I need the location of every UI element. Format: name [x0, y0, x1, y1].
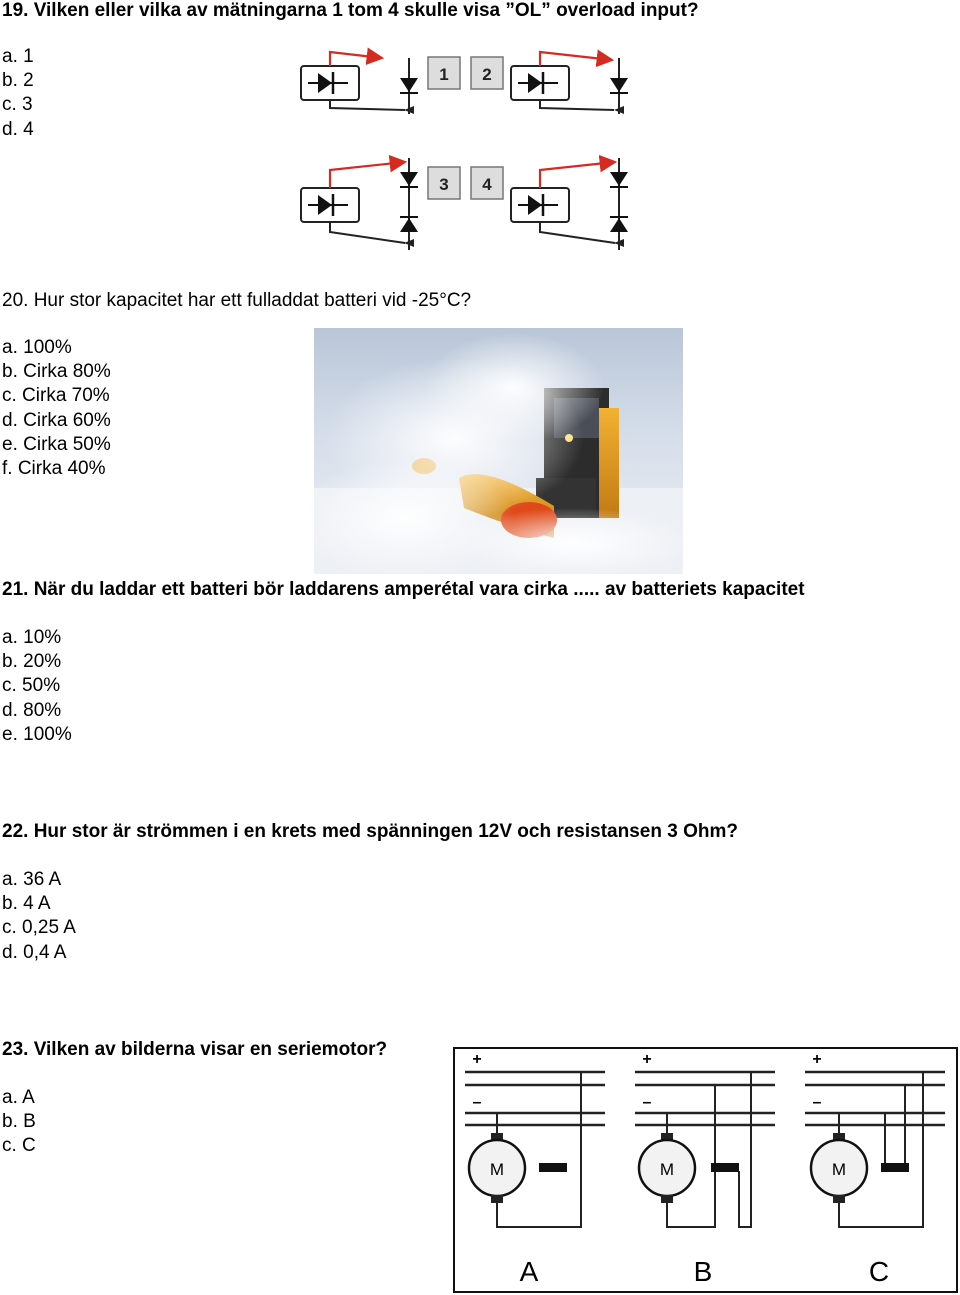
label-box-2: [471, 57, 503, 89]
multimeter-diagram: [290, 40, 650, 255]
question-21-options: [2, 626, 72, 747]
option-19-a: a. 1: [2, 46, 34, 67]
option-21-a: a. 10%: [2, 627, 62, 648]
question-23: 23. Vilken av bilderna visar en seriemotor?: [2, 1039, 388, 1060]
measurement-1: [301, 52, 418, 114]
question-19: 19. Vilken eller vilka av mätningarna 1 tom 4 skulle visa ”OL” overload input?: [2, 0, 699, 21]
option-23-b: b. B: [2, 1111, 36, 1133]
option-22-a: a. 36 A: [2, 869, 62, 890]
question-21: 21. När du laddar ett batteri bör laddarens amperétal vara cirka ..... av batteriets kapacitet: [2, 579, 805, 600]
option-21-d: d. 80%: [2, 699, 62, 721]
option-20-a: a. 100%: [2, 337, 72, 358]
motor-diagrams: [453, 1047, 958, 1293]
question-20-options: [2, 336, 111, 481]
svg-text:+: +: [812, 1051, 822, 1068]
label-box-3: [428, 167, 460, 199]
option-20-f: f. Cirka 40%: [2, 458, 106, 480]
question-23-options: [2, 1086, 36, 1159]
svg-text:2: 2: [482, 65, 492, 84]
option-20-c: c. Cirka 70%: [2, 385, 110, 407]
measurement-3: [301, 158, 418, 250]
svg-text:1: 1: [439, 65, 449, 84]
option-22-d: d. 0,4 A: [2, 941, 67, 963]
option-21-e: e. 100%: [2, 723, 72, 745]
option-22-c: c. 0,25 A: [2, 917, 76, 939]
label-box-4: [471, 167, 503, 199]
svg-text:M: M: [489, 1160, 505, 1179]
option-23-c: c. C: [2, 1135, 36, 1157]
option-19-c: c. 3: [2, 94, 33, 116]
svg-text:–: –: [472, 1094, 482, 1111]
svg-text:C: C: [868, 1256, 890, 1287]
svg-text:M: M: [831, 1160, 847, 1179]
svg-text:M: M: [659, 1160, 675, 1179]
svg-text:4: 4: [482, 175, 492, 194]
option-20-e: e. Cirka 50%: [2, 433, 111, 455]
svg-text:+: +: [472, 1051, 482, 1068]
svg-text:–: –: [642, 1094, 652, 1111]
option-20-d: d. Cirka 60%: [2, 409, 111, 431]
question-19-options: [2, 45, 34, 142]
measurement-4: [511, 158, 628, 250]
snowplow-photo: [314, 328, 683, 574]
svg-text:–: –: [812, 1094, 822, 1111]
option-19-d: d. 4: [2, 118, 34, 140]
option-19-b: b. 2: [2, 70, 34, 92]
label-box-1: [428, 57, 460, 89]
question-20: 20. Hur stor kapacitet har ett fulladdat batteri vid -25°C?: [2, 290, 472, 311]
svg-text:+: +: [642, 1051, 652, 1068]
option-22-b: b. 4 A: [2, 893, 51, 915]
svg-text:3: 3: [439, 175, 449, 194]
option-20-b: b. Cirka 80%: [2, 361, 111, 383]
option-23-a: a. A: [2, 1087, 35, 1108]
svg-text:A: A: [519, 1256, 539, 1287]
measurement-2: [511, 52, 628, 114]
svg-text:B: B: [693, 1256, 713, 1287]
question-22-options: [2, 868, 76, 965]
option-21-c: c. 50%: [2, 675, 61, 697]
question-22: 22. Hur stor är strömmen i en krets med spänningen 12V och resistansen 3 Ohm?: [2, 821, 738, 842]
option-21-b: b. 20%: [2, 651, 62, 673]
